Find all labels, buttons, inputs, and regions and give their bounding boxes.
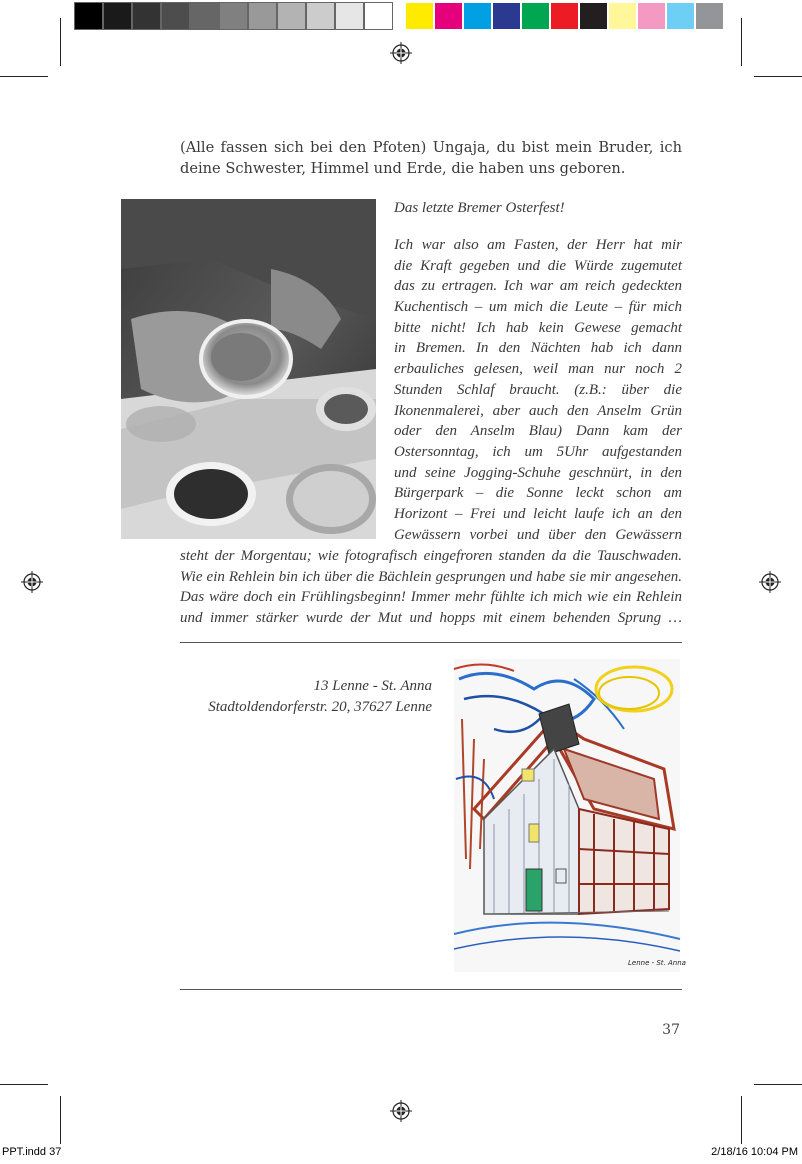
story-line: das zu ertragen. Ich war am reich gedeckten <box>394 278 682 295</box>
story-line: Gewässern vorbei und über den Gewässern <box>394 526 682 543</box>
story-column <box>394 235 682 545</box>
gray-swatch <box>307 3 334 29</box>
story-line: in Bremen. In den Nächten hab ich dann <box>394 340 682 357</box>
address-line-2: Stadtoldendorferstr. 20, 37627 Lenne <box>208 698 432 715</box>
gray-swatch <box>104 3 131 29</box>
registration-mark-top <box>390 42 412 64</box>
slug-file: PPT.indd 37 <box>2 1146 62 1158</box>
gray-swatch <box>249 3 276 29</box>
gray-swatch <box>75 3 102 29</box>
color-swatch <box>551 3 578 29</box>
church-drawing <box>454 659 686 972</box>
story-title: Das letzte Bremer Osterfest! <box>394 200 565 216</box>
story-line: Stunden Schlaf braucht. (z.B.: über die <box>394 381 682 398</box>
story-line: die Kraft gegeben und die Würde zugemutet <box>394 257 682 274</box>
rule-top <box>180 642 682 643</box>
color-swatch <box>580 3 607 29</box>
slug-date: 2/18/16 10:04 PM <box>711 1146 798 1158</box>
story-line: oder den Anselm Blau) Dann kam der <box>394 423 682 440</box>
story-line: erbauliches gelesen, weil man nur noch 2 <box>394 361 682 378</box>
gray-swatch <box>365 3 392 29</box>
color-swatch <box>522 3 549 29</box>
story-line: Horizont – Frei und leicht laufe ich an den <box>394 505 682 522</box>
color-swatch <box>493 3 520 29</box>
gray-swatch <box>191 3 218 29</box>
registration-mark-bottom <box>390 1100 412 1122</box>
color-swatch <box>464 3 491 29</box>
address-line-1: 13 Lenne - St. Anna <box>313 678 432 694</box>
rule-bottom <box>180 989 682 990</box>
story-line: steht der Morgentau; wie fotografisch eingefroren standen da die Tauschwaden. <box>180 548 682 564</box>
color-swatch <box>435 3 462 29</box>
gray-swatch <box>220 3 247 29</box>
intro-paragraph: (Alle fassen sich bei den Pfoten) Ungaja, du bist mein Bruder, ich deine Schwester, Himmel und Erde, die haben uns geboren. <box>180 139 682 177</box>
story-full-width <box>180 546 682 629</box>
color-bar <box>0 0 802 32</box>
story-line: und seine Jogging-Schuhe geschnürt, in den <box>394 464 682 481</box>
gray-swatch <box>336 3 363 29</box>
story-line: Kuchentisch – um mich die Leute – für mich <box>394 299 682 316</box>
story-line: Das wäre doch ein Frühlingsbeginn! Immer mehr fühlte ich mich wie ein Rehlein <box>180 589 682 606</box>
story-line: Ich war also am Fasten, der Herr hat mir <box>394 237 682 253</box>
color-swatch <box>406 3 433 29</box>
story-line: und immer stärker wurde der Mut und hopps mit einem behenden Sprung … <box>180 610 682 627</box>
page-number: 37 <box>662 1022 680 1038</box>
color-swatch <box>667 3 694 29</box>
registration-mark-right <box>759 571 781 593</box>
address-block <box>180 676 432 717</box>
story-line: Wie ein Rehlein bin ich über die Bächlein gesprungen und habe sie mir angesehen. <box>180 568 682 585</box>
story-line: bitte nicht! Ich hab kein Gewese gemacht <box>394 319 682 336</box>
color-swatch <box>609 3 636 29</box>
story-line: Ikonenmalerei, aber auch den Anselm Grün <box>394 402 682 419</box>
story-line: Ostersonntag, ich um 5Uhr aufgestanden <box>394 443 682 460</box>
registration-mark-left <box>21 571 43 593</box>
color-swatch <box>696 3 723 29</box>
story-line: Bürgerpark – die Sonne leckt schon am <box>394 485 682 502</box>
drawing-signature: Lenne - St. Anna <box>628 959 686 967</box>
gray-swatch <box>162 3 189 29</box>
gray-swatch <box>133 3 160 29</box>
color-swatch <box>638 3 665 29</box>
photo-hands-bowl <box>121 199 376 539</box>
gray-swatch <box>278 3 305 29</box>
